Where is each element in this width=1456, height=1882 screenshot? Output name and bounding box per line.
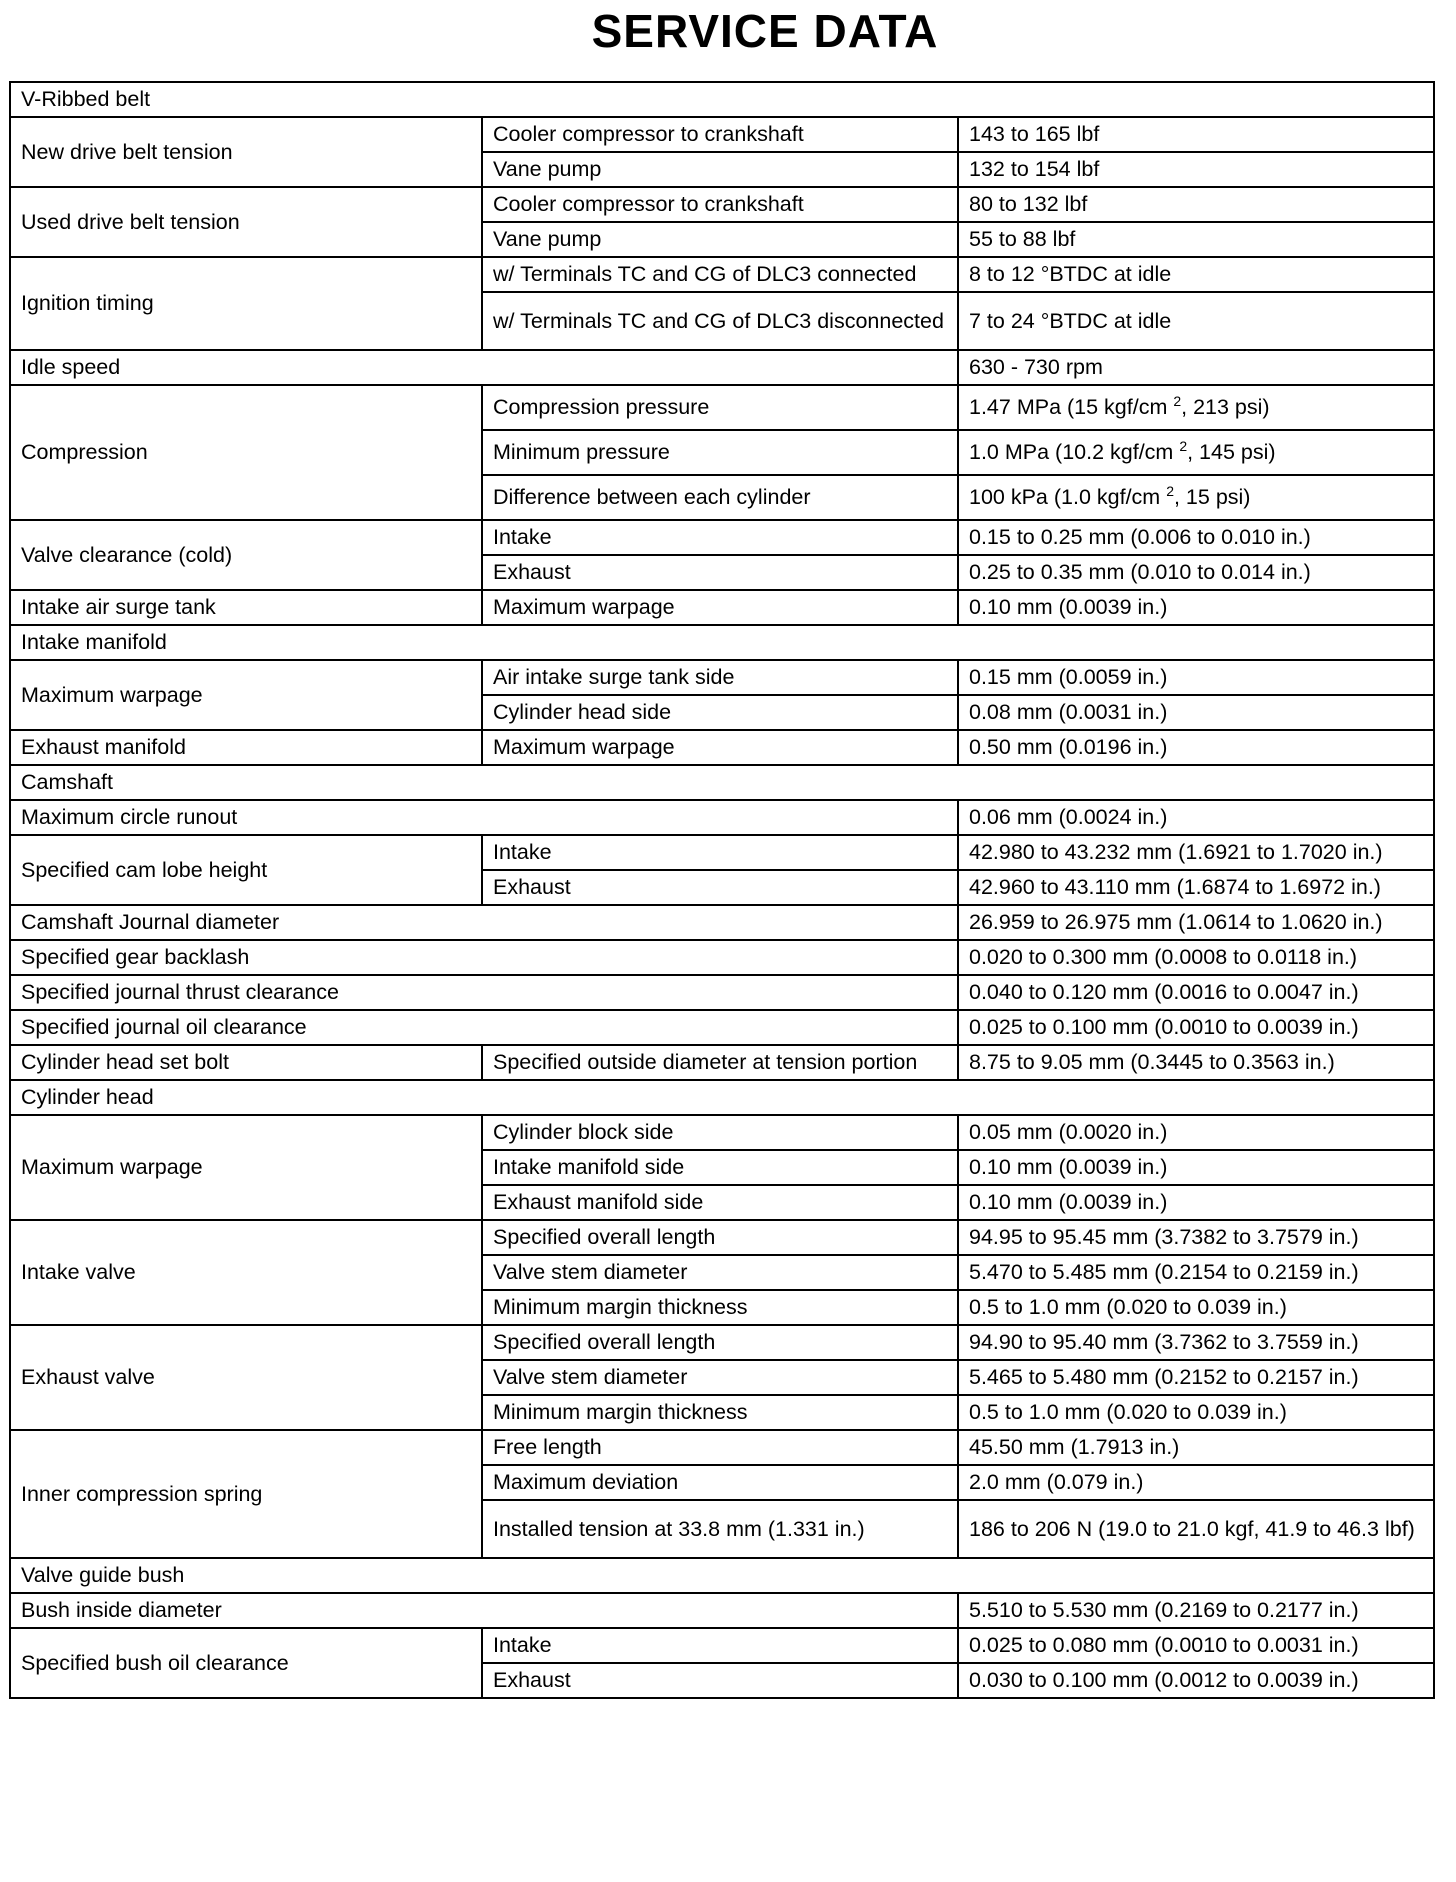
cell-text: Minimum pressure [493, 440, 670, 464]
table-cell [482, 1663, 958, 1698]
table-cell [958, 1115, 1434, 1150]
cell-text: Used drive belt tension [21, 209, 240, 234]
cell-text: w/ Terminals TC and CG of DLC3 disconnected [493, 308, 944, 333]
cell-text: Specified overall length [493, 1330, 716, 1354]
service-data-table-body [10, 82, 1434, 1698]
cell-text-suffix: , 15 psi) [1173, 485, 1251, 509]
table-cell [958, 1325, 1434, 1360]
cell-text: 132 to 154 lbf [969, 157, 1100, 181]
table-cell [10, 1430, 482, 1558]
cell-text: Camshaft Journal diameter [21, 910, 280, 934]
cell-text: 0.025 to 0.080 mm (0.0010 to 0.0031 in.) [969, 1633, 1359, 1657]
cell-text: 1.0 MPa (10.2 kgf/cm [969, 440, 1180, 464]
table-cell [10, 520, 482, 590]
table-cell [482, 1045, 958, 1080]
cell-text: 8.75 to 9.05 mm (0.3445 to 0.3563 in.) [969, 1050, 1335, 1074]
table-cell [482, 1360, 958, 1395]
table-cell [958, 1360, 1434, 1395]
cell-text: Intake manifold [21, 630, 167, 654]
cell-text: 0.5 to 1.0 mm (0.020 to 0.039 in.) [969, 1295, 1287, 1319]
cell-text: 42.960 to 43.110 mm (1.6874 to 1.6972 in.) [969, 875, 1381, 899]
section-header-cell [10, 765, 1434, 800]
cell-text-suffix: , 213 psi) [1181, 395, 1270, 419]
cell-text: Maximum warpage [493, 595, 675, 619]
table-cell [10, 800, 958, 835]
table-cell [10, 1220, 482, 1325]
table-cell [10, 1325, 482, 1430]
table-cell [958, 152, 1434, 187]
cell-text: 94.95 to 95.45 mm (3.7382 to 3.7579 in.) [969, 1225, 1359, 1249]
table-cell [958, 1290, 1434, 1325]
table-cell [10, 187, 482, 257]
cell-text: Minimum margin thickness [493, 1400, 748, 1424]
table-row [10, 730, 1434, 765]
table-cell [958, 870, 1434, 905]
cell-text: Maximum warpage [21, 1155, 203, 1179]
cell-text: Specified bush oil clearance [21, 1650, 289, 1675]
cell-text: 0.10 mm (0.0039 in.) [969, 595, 1168, 619]
cell-text: 0.040 to 0.120 mm (0.0016 to 0.0047 in.) [969, 980, 1359, 1004]
table-row [10, 520, 1434, 555]
section-header-row [10, 1080, 1434, 1115]
cell-text: Specified outside diameter at tension portion [493, 1050, 918, 1074]
table-cell [482, 1325, 958, 1360]
table-cell [958, 187, 1434, 222]
cell-text: 5.510 to 5.530 mm (0.2169 to 0.2177 in.) [969, 1598, 1359, 1622]
table-cell [482, 1395, 958, 1430]
service-data-table [9, 81, 1435, 1699]
table-cell [10, 350, 958, 385]
cell-text: Cylinder head side [493, 700, 672, 724]
table-cell [10, 940, 958, 975]
table-cell [958, 1045, 1434, 1080]
table-row [10, 1325, 1434, 1360]
table-cell [482, 1115, 958, 1150]
table-cell [958, 1220, 1434, 1255]
cell-text: Maximum warpage [21, 682, 203, 707]
table-cell [958, 117, 1434, 152]
cell-text: 94.90 to 95.40 mm (3.7362 to 3.7559 in.) [969, 1330, 1359, 1354]
page-title: SERVICE DATA [591, 5, 939, 57]
cell-text: 0.020 to 0.300 mm (0.0008 to 0.0118 in.) [969, 945, 1358, 969]
table-cell [10, 117, 482, 187]
table-cell [958, 1010, 1434, 1045]
table-cell [482, 1150, 958, 1185]
cell-text: Vane pump [493, 157, 602, 181]
cell-text: New drive belt tension [21, 139, 233, 164]
table-cell [958, 555, 1434, 590]
cell-text: Specified journal thrust clearance [21, 980, 339, 1004]
table-row [10, 800, 1434, 835]
table-cell [482, 520, 958, 555]
section-header-row [10, 625, 1434, 660]
table-cell [10, 975, 958, 1010]
table-cell [482, 695, 958, 730]
cell-text: Free length [493, 1435, 602, 1459]
cell-text: Exhaust manifold [21, 735, 186, 759]
table-cell [958, 905, 1434, 940]
table-cell [482, 555, 958, 590]
cell-text: Specified gear backlash [21, 945, 250, 969]
cell-text: Intake [493, 840, 552, 864]
cell-text: Valve stem diameter [493, 1365, 688, 1389]
cell-text: 5.465 to 5.480 mm (0.2152 to 0.2157 in.) [969, 1365, 1359, 1389]
section-header-cell [10, 82, 1434, 117]
cell-text: 0.10 mm (0.0039 in.) [969, 1155, 1168, 1179]
table-cell [958, 1593, 1434, 1628]
table-row [10, 1628, 1434, 1663]
table-row [10, 1010, 1434, 1045]
table-cell [482, 430, 958, 475]
table-row [10, 187, 1434, 222]
cell-text: 55 to 88 lbf [969, 227, 1076, 251]
table-row [10, 385, 1434, 430]
cell-text: 186 to 206 N (19.0 to 21.0 kgf, 41.9 to 46.3 lbf) [969, 1516, 1415, 1541]
section-header-row [10, 82, 1434, 117]
table-cell [958, 590, 1434, 625]
table-cell [958, 1255, 1434, 1290]
table-row [10, 590, 1434, 625]
table-cell [10, 730, 482, 765]
table-cell [482, 187, 958, 222]
table-row [10, 905, 1434, 940]
table-cell [482, 117, 958, 152]
table-cell [958, 1465, 1434, 1500]
cell-text: Specified journal oil clearance [21, 1015, 307, 1039]
table-cell [958, 222, 1434, 257]
table-cell [958, 257, 1434, 292]
cell-text: Valve guide bush [21, 1563, 185, 1587]
cell-text: Installed tension at 33.8 mm (1.331 in.) [493, 1516, 865, 1541]
table-cell [10, 660, 482, 730]
table-row [10, 1220, 1434, 1255]
table-row [10, 1045, 1434, 1080]
cell-text: Intake air surge tank [21, 595, 216, 619]
table-row [10, 1115, 1434, 1150]
section-header-row [10, 765, 1434, 800]
cell-text: Compression [21, 440, 148, 464]
table-cell [10, 905, 958, 940]
table-cell [958, 1185, 1434, 1220]
table-cell [958, 292, 1434, 350]
cell-text: Specified overall length [493, 1225, 716, 1249]
table-cell [958, 660, 1434, 695]
cell-text: Specified cam lobe height [21, 857, 268, 882]
table-cell [958, 1500, 1434, 1558]
cell-text: Maximum circle runout [21, 805, 238, 829]
cell-text: Cooler compressor to crankshaft [493, 192, 804, 216]
section-header-row [10, 1558, 1434, 1593]
cell-text: Maximum warpage [493, 735, 675, 759]
cell-text: 0.025 to 0.100 mm (0.0010 to 0.0039 in.) [969, 1015, 1359, 1039]
cell-text: Ignition timing [21, 291, 154, 315]
section-header-cell [10, 1080, 1434, 1115]
cell-text: Camshaft [21, 770, 114, 794]
cell-text: 143 to 165 lbf [969, 122, 1100, 146]
cell-text: 5.470 to 5.485 mm (0.2154 to 0.2159 in.) [969, 1260, 1359, 1284]
table-cell [958, 350, 1434, 385]
table-cell [958, 730, 1434, 765]
table-cell [482, 292, 958, 350]
table-row [10, 940, 1434, 975]
table-cell [482, 257, 958, 292]
cell-text: 0.15 to 0.25 mm (0.006 to 0.010 in.) [969, 525, 1311, 549]
cell-text: Inner compression spring [21, 1481, 263, 1506]
table-cell [958, 1663, 1434, 1698]
cell-text: Minimum margin thickness [493, 1295, 748, 1319]
cell-text: Difference between each cylinder [493, 485, 811, 509]
cell-text: 2.0 mm (0.079 in.) [969, 1470, 1144, 1494]
section-header-cell [10, 625, 1434, 660]
cell-text: Intake manifold side [493, 1155, 685, 1179]
table-cell [10, 1593, 958, 1628]
table-cell [958, 940, 1434, 975]
cell-text: Maximum deviation [493, 1470, 679, 1494]
cell-text: Exhaust [493, 560, 571, 584]
table-cell [482, 385, 958, 430]
cell-text: Valve stem diameter [493, 1260, 688, 1284]
table-cell [482, 152, 958, 187]
cell-text: Intake [493, 525, 552, 549]
cell-text: Cooler compressor to crankshaft [493, 122, 804, 146]
table-cell [10, 835, 482, 905]
cell-text: Air intake surge tank side [493, 665, 735, 689]
table-cell [958, 1628, 1434, 1663]
cell-superscript: 2 [1173, 392, 1182, 409]
cell-text: Cylinder head [21, 1085, 154, 1109]
table-cell [958, 1395, 1434, 1430]
table-cell [482, 1465, 958, 1500]
cell-text: V-Ribbed belt [21, 87, 151, 111]
table-row [10, 1430, 1434, 1465]
table-cell [958, 385, 1434, 430]
table-cell [482, 222, 958, 257]
table-row [10, 975, 1434, 1010]
table-row [10, 660, 1434, 695]
cell-text: 0.06 mm (0.0024 in.) [969, 805, 1168, 829]
cell-text: Exhaust [493, 1668, 571, 1692]
cell-text: 630 - 730 rpm [969, 355, 1103, 379]
cell-text: Idle speed [21, 355, 121, 379]
table-cell [958, 1430, 1434, 1465]
cell-text: 42.980 to 43.232 mm (1.6921 to 1.7020 in.) [969, 840, 1383, 864]
cell-text: Cylinder block side [493, 1120, 674, 1144]
cell-superscript: 2 [1166, 482, 1174, 499]
table-cell [482, 1185, 958, 1220]
table-cell [10, 1010, 958, 1045]
cell-text: 45.50 mm (1.7913 in.) [969, 1435, 1180, 1459]
cell-text: Exhaust manifold side [493, 1190, 704, 1214]
cell-text: 0.05 mm (0.0020 in.) [969, 1120, 1168, 1144]
table-row [10, 117, 1434, 152]
table-cell [482, 1255, 958, 1290]
cell-text: Compression pressure [493, 395, 710, 419]
table-cell [10, 257, 482, 350]
table-cell [482, 1220, 958, 1255]
table-row [10, 257, 1434, 292]
table-cell [10, 1628, 482, 1698]
table-cell [958, 475, 1434, 520]
cell-text: Vane pump [493, 227, 602, 251]
cell-text: 100 kPa (1.0 kgf/cm [969, 485, 1167, 509]
table-cell [482, 870, 958, 905]
table-cell [482, 730, 958, 765]
table-cell [482, 1628, 958, 1663]
table-row [10, 350, 1434, 385]
cell-text: Exhaust valve [21, 1365, 155, 1389]
table-cell [10, 590, 482, 625]
cell-text-suffix: , 145 psi) [1187, 440, 1276, 464]
table-cell [10, 385, 482, 520]
table-cell [482, 660, 958, 695]
cell-text: 0.5 to 1.0 mm (0.020 to 0.039 in.) [969, 1400, 1287, 1424]
table-cell [958, 975, 1434, 1010]
cell-text: 0.25 to 0.35 mm (0.010 to 0.014 in.) [969, 560, 1311, 584]
cell-text: 80 to 132 lbf [969, 192, 1088, 216]
cell-text: 1.47 MPa (15 kgf/cm [969, 395, 1174, 419]
cell-text: w/ Terminals TC and CG of DLC3 connected [493, 262, 917, 286]
table-cell [958, 695, 1434, 730]
cell-text: Cylinder head set bolt [21, 1050, 229, 1074]
table-cell [958, 430, 1434, 475]
table-cell [482, 1290, 958, 1325]
cell-text: 8 to 12 °BTDC at idle [969, 262, 1172, 286]
cell-text: Valve clearance (cold) [21, 542, 233, 567]
table-cell [482, 835, 958, 870]
table-cell [482, 1500, 958, 1558]
cell-text: 26.959 to 26.975 mm (1.0614 to 1.0620 in.) [969, 910, 1383, 934]
table-cell [958, 800, 1434, 835]
table-cell [10, 1115, 482, 1220]
table-cell [10, 1045, 482, 1080]
table-row [10, 835, 1434, 870]
cell-text: 0.08 mm (0.0031 in.) [969, 700, 1168, 724]
table-cell [958, 520, 1434, 555]
table-cell [482, 475, 958, 520]
cell-text: Exhaust [493, 875, 571, 899]
cell-text: 0.50 mm (0.0196 in.) [969, 735, 1168, 759]
table-cell [958, 835, 1434, 870]
table-cell [482, 590, 958, 625]
table-row [10, 1593, 1434, 1628]
table-cell [958, 1150, 1434, 1185]
cell-text: 0.10 mm (0.0039 in.) [969, 1190, 1168, 1214]
cell-text: Bush inside diameter [21, 1598, 222, 1622]
section-header-cell [10, 1558, 1434, 1593]
cell-text: 7 to 24 °BTDC at idle [969, 308, 1172, 333]
cell-superscript: 2 [1179, 437, 1188, 454]
cell-text: 0.15 mm (0.0059 in.) [969, 665, 1168, 689]
cell-text: Intake valve [21, 1260, 136, 1284]
cell-text: 0.030 to 0.100 mm (0.0012 to 0.0039 in.) [969, 1668, 1359, 1692]
table-cell [482, 1430, 958, 1465]
cell-text: Intake [493, 1633, 552, 1657]
